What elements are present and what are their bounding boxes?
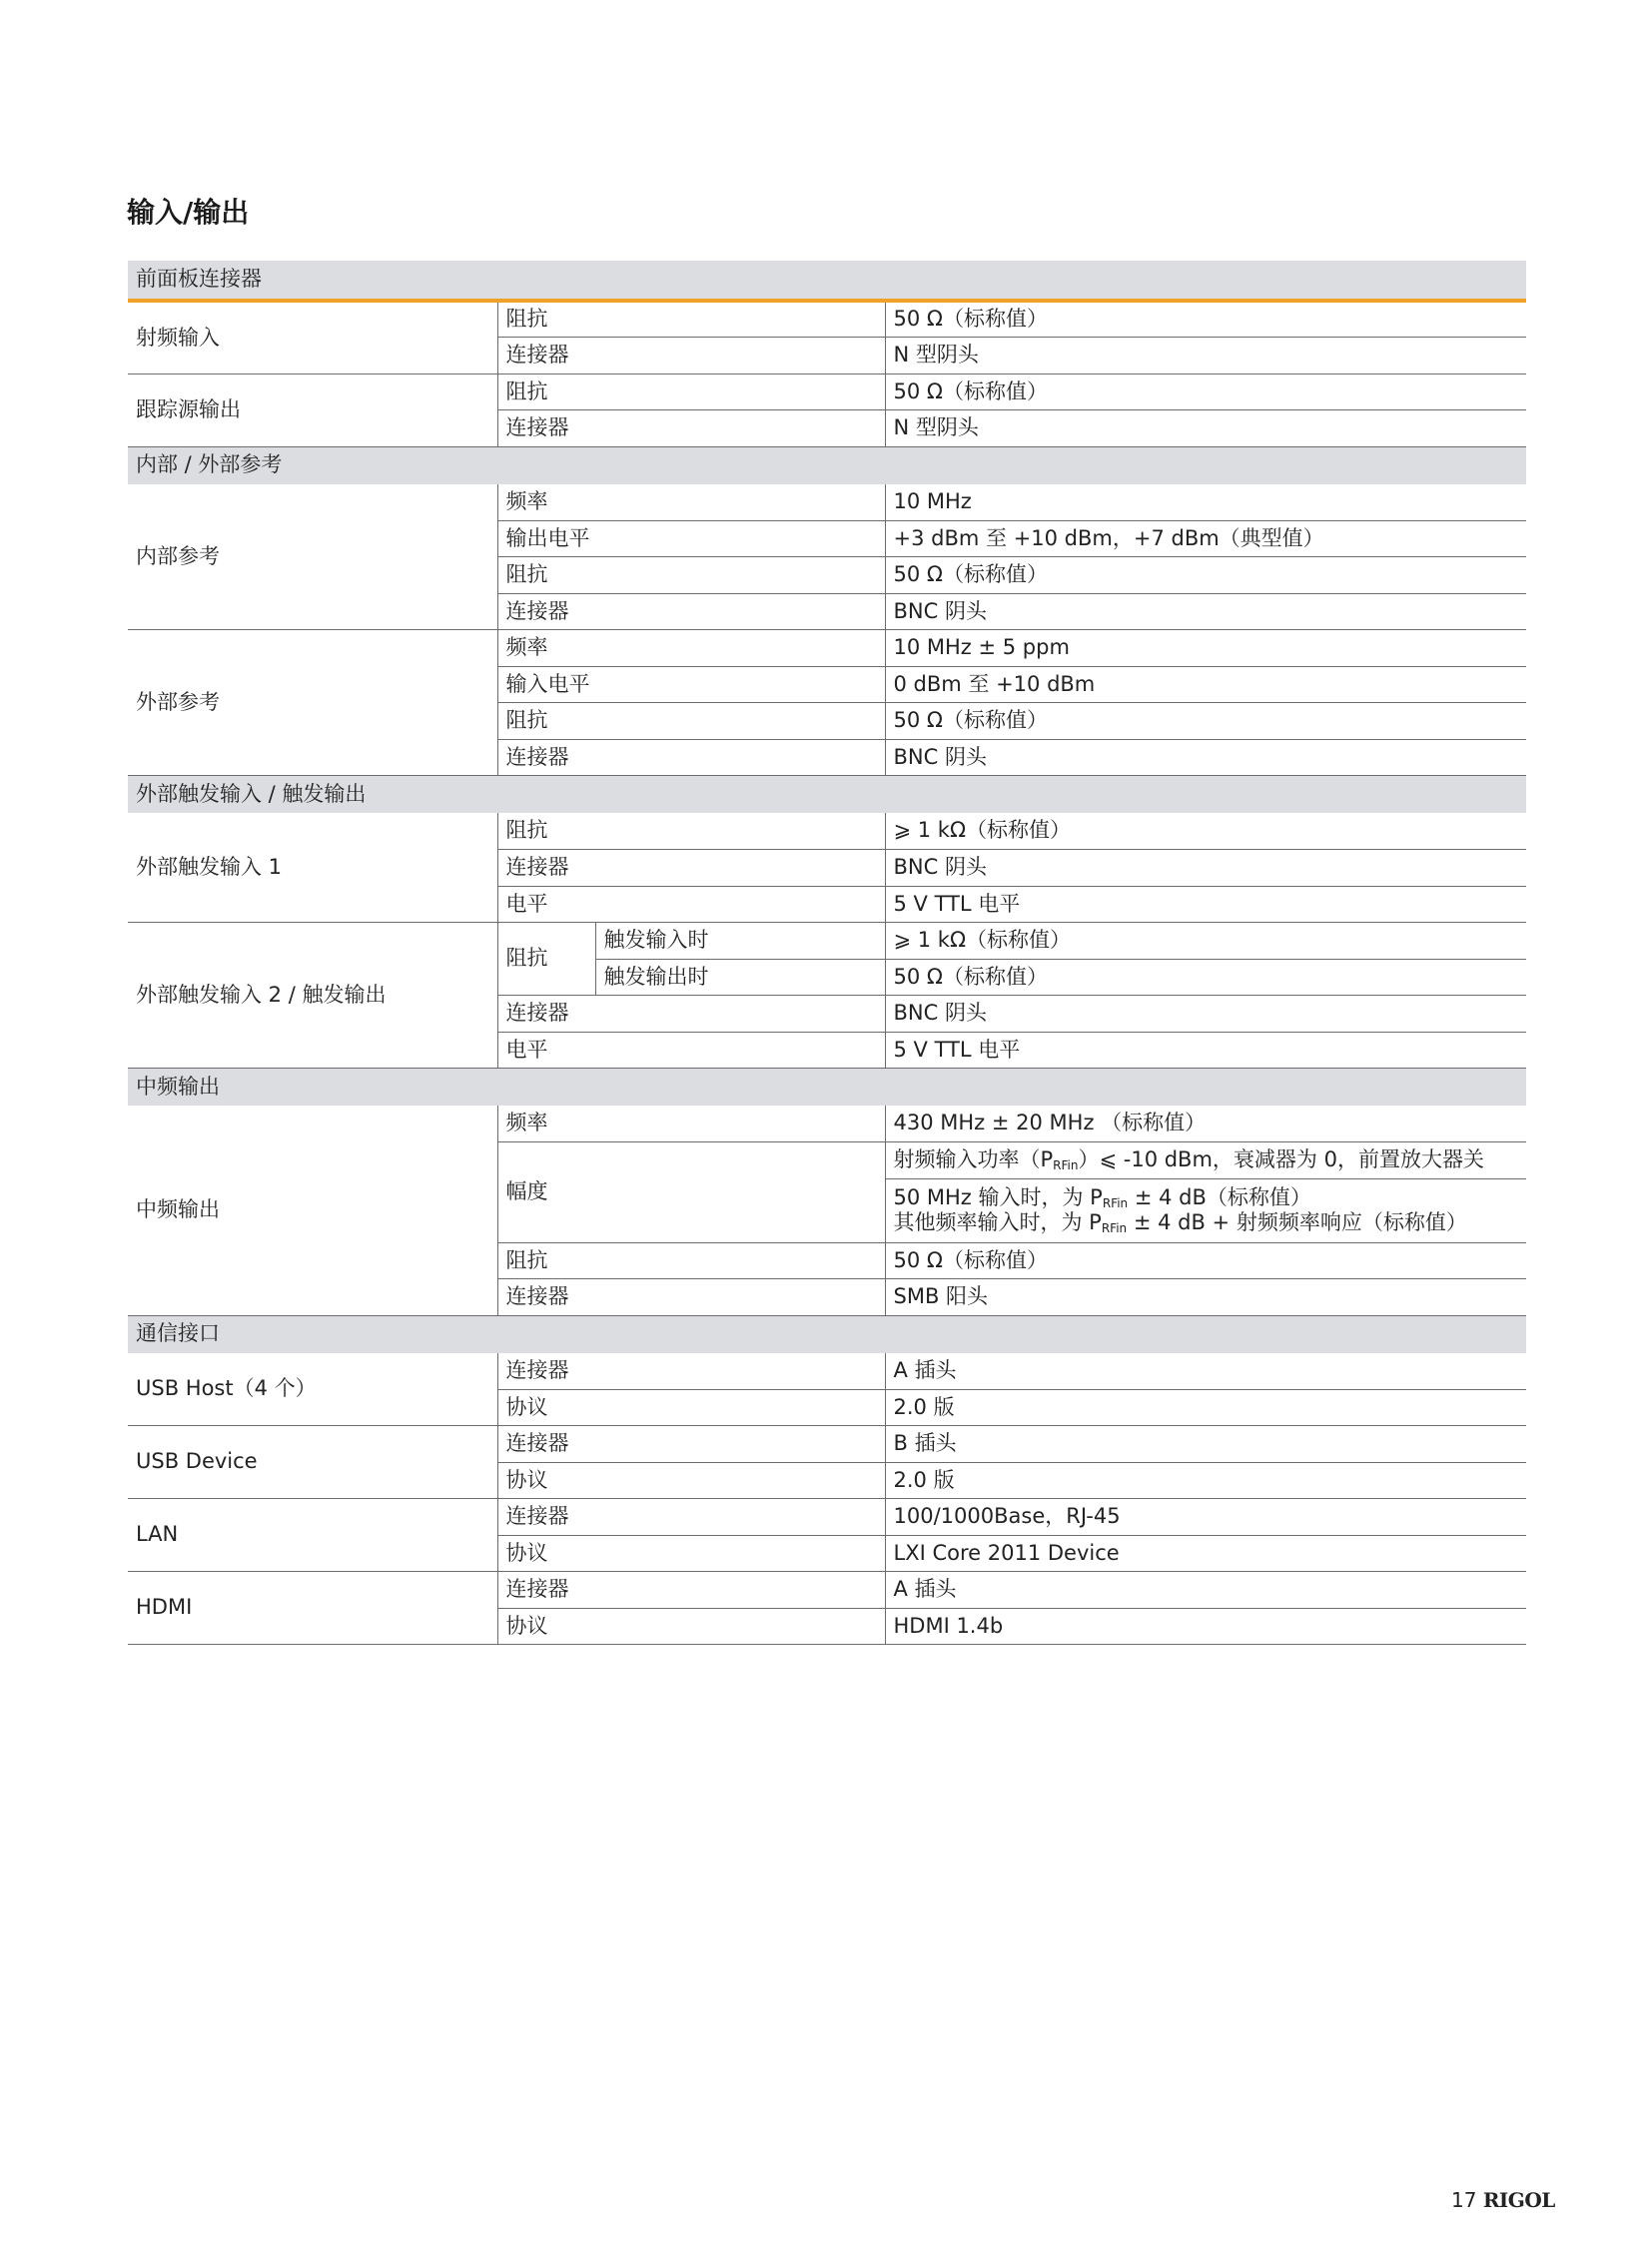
- param-label: 阻抗: [497, 557, 885, 594]
- section-title: 内部 / 外部参考: [128, 446, 1526, 484]
- row-name: 外部参考: [128, 630, 497, 776]
- param-value: ⩾ 1 kΩ（标称值）: [885, 923, 1526, 960]
- param-label: 连接器: [497, 850, 885, 887]
- section-title: 通信接口: [128, 1315, 1526, 1353]
- table-row: [128, 1353, 1526, 1390]
- section-row: [128, 261, 1526, 301]
- table-row: [128, 301, 1526, 338]
- param-value: 2.0 版: [885, 1462, 1526, 1499]
- param-value: 10 MHz: [885, 484, 1526, 521]
- table-row: [128, 374, 1526, 410]
- param-label: 阻抗: [497, 374, 885, 410]
- param-value: LXI Core 2011 Device: [885, 1535, 1526, 1572]
- param-value: 50 Ω（标称值）: [885, 301, 1526, 338]
- param-value: 430 MHz ± 20 MHz （标称值）: [885, 1106, 1526, 1142]
- param-label: 电平: [497, 1032, 885, 1069]
- brand-logo: RIGOL: [1482, 2188, 1555, 2212]
- param-label: 协议: [497, 1462, 885, 1499]
- param-label: 输入电平: [497, 666, 885, 703]
- param-label: 协议: [497, 1389, 885, 1426]
- param-value: 5 V TTL 电平: [885, 1032, 1526, 1069]
- param-label: 幅度: [497, 1142, 885, 1243]
- param-label: 阻抗: [497, 301, 885, 338]
- param-value: +3 dBm 至 +10 dBm，+7 dBm（典型值）: [885, 520, 1526, 557]
- param-value: A 插头: [885, 1572, 1526, 1609]
- param-label: 连接器: [497, 1426, 885, 1463]
- param-label: 输出电平: [497, 520, 885, 557]
- param-label: 阻抗: [497, 703, 885, 740]
- row-name: 射频输入: [128, 301, 497, 374]
- page-footer: [1451, 2188, 1555, 2212]
- section-row: [128, 446, 1526, 484]
- page-number: 17: [1451, 2188, 1477, 2212]
- param-sublabel: 触发输出时: [595, 959, 885, 996]
- param-value: BNC 阴头: [885, 996, 1526, 1033]
- table-row: [128, 1572, 1526, 1609]
- table-row: [128, 1499, 1526, 1536]
- param-value: 0 dBm 至 +10 dBm: [885, 666, 1526, 703]
- param-label: 连接器: [497, 338, 885, 374]
- table-row: [128, 1106, 1526, 1142]
- param-label: 连接器: [497, 410, 885, 447]
- param-label: 阻抗: [497, 813, 885, 850]
- table-row: [128, 484, 1526, 521]
- param-value: A 插头: [885, 1353, 1526, 1390]
- param-value: 50 Ω（标称值）: [885, 374, 1526, 410]
- param-value: B 插头: [885, 1426, 1526, 1463]
- row-name: 跟踪源输出: [128, 374, 497, 446]
- param-value: HDMI 1.4b: [885, 1608, 1526, 1645]
- param-label: 电平: [497, 886, 885, 923]
- param-value: 50 Ω（标称值）: [885, 557, 1526, 594]
- section-row: [128, 1315, 1526, 1353]
- param-value: N 型阴头: [885, 410, 1526, 447]
- param-value: BNC 阴头: [885, 593, 1526, 630]
- section-title: 外部触发输入 / 触发输出: [128, 776, 1526, 814]
- param-value: 5 V TTL 电平: [885, 886, 1526, 923]
- table-row: [128, 630, 1526, 667]
- param-value: BNC 阴头: [885, 850, 1526, 887]
- row-name: 外部触发输入 1: [128, 813, 497, 923]
- param-label: 频率: [497, 484, 885, 521]
- param-sublabel: 触发输入时: [595, 923, 885, 960]
- param-value: N 型阴头: [885, 338, 1526, 374]
- row-name: USB Host（4 个）: [128, 1353, 497, 1426]
- param-value: SMB 阳头: [885, 1279, 1526, 1316]
- param-value: 50 MHz 输入时，为 $P_{RFin} \pm 4$ dB（标称值） 其他频率输入时，为 $P_{RFin} \pm 4$ dB + 射频频率响应（标称值）: [885, 1178, 1526, 1242]
- param-value: 2.0 版: [885, 1389, 1526, 1426]
- param-label: 连接器: [497, 996, 885, 1033]
- param-value: ⩾ 1 kΩ（标称值）: [885, 813, 1526, 850]
- param-label: 连接器: [497, 739, 885, 776]
- param-label: 频率: [497, 630, 885, 667]
- io-spec-table: [128, 261, 1526, 1645]
- row-name: 内部参考: [128, 484, 497, 630]
- param-label: 连接器: [497, 1572, 885, 1609]
- row-name: 外部触发输入 2 / 触发输出: [128, 923, 497, 1069]
- param-value: 100/1000Base，RJ-45: [885, 1499, 1526, 1536]
- param-label: 频率: [497, 1106, 885, 1142]
- param-label: 连接器: [497, 1499, 885, 1536]
- param-value: 50 Ω（标称值）: [885, 703, 1526, 740]
- table-row: [128, 1426, 1526, 1463]
- section-row: [128, 1069, 1526, 1107]
- param-label: 阻抗: [497, 1242, 885, 1279]
- param-label: 协议: [497, 1608, 885, 1645]
- row-name: LAN: [128, 1499, 497, 1572]
- param-value: 射频输入功率$(P_{RFin})⩽$ -10 dBm，衰减器为 0，前置放大器关: [885, 1142, 1526, 1179]
- table-row: [128, 813, 1526, 850]
- row-name: USB Device: [128, 1426, 497, 1499]
- param-value: 10 MHz ± 5 ppm: [885, 630, 1526, 667]
- param-value: BNC 阴头: [885, 739, 1526, 776]
- param-label: 连接器: [497, 1279, 885, 1316]
- section-row: [128, 776, 1526, 814]
- row-name: HDMI: [128, 1572, 497, 1645]
- param-label: 协议: [497, 1535, 885, 1572]
- param-label: 连接器: [497, 593, 885, 630]
- page-title: 输入/输出: [127, 196, 250, 229]
- param-label: 阻抗: [497, 923, 595, 996]
- section-title: 前面板连接器: [128, 261, 1526, 301]
- param-value: 50 Ω（标称值）: [885, 959, 1526, 996]
- param-label: 连接器: [497, 1353, 885, 1390]
- param-value: 50 Ω（标称值）: [885, 1242, 1526, 1279]
- table-row: [128, 923, 1526, 960]
- section-title: 中频输出: [128, 1069, 1526, 1107]
- row-name: 中频输出: [128, 1106, 497, 1315]
